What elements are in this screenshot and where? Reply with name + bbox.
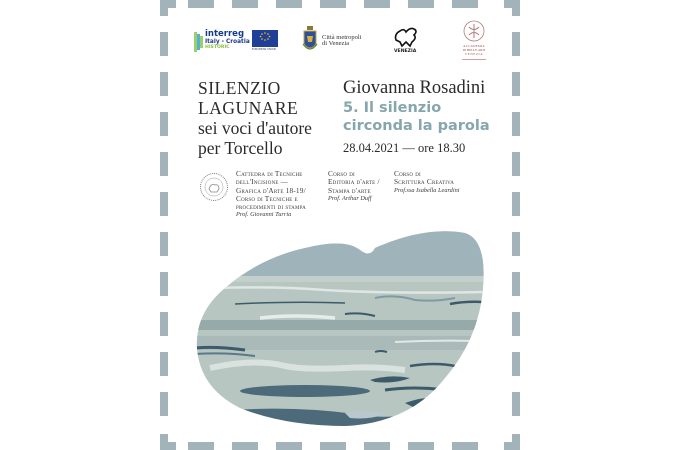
event-poster <box>160 0 520 450</box>
lagoon-illustration <box>195 228 485 428</box>
border-dash <box>364 442 390 450</box>
border-corner <box>160 0 176 8</box>
border-dash <box>512 312 520 336</box>
credit-line: dell'Incisione — <box>236 177 289 187</box>
citta-line2: di Venezia <box>322 40 350 47</box>
credit-line: Stampa d'arte <box>328 185 371 195</box>
border-dash <box>452 442 478 450</box>
border-dash <box>160 192 168 216</box>
event-date: 28.04.2021 — ore 18.30 <box>343 141 466 155</box>
accademia-emblem-icon <box>463 20 485 42</box>
border-dash <box>160 392 168 416</box>
border-dash <box>160 232 168 256</box>
accademia-line3: VENEZIA <box>464 52 484 56</box>
border-dash <box>512 72 520 96</box>
border-dash <box>160 312 168 336</box>
credit-professor: Prof. Arthur Duff <box>328 194 372 202</box>
event-subtitle-line2: circonda la parola <box>343 118 490 134</box>
event-info <box>343 78 490 156</box>
border-corner <box>512 0 520 16</box>
series-title <box>198 78 312 158</box>
credit-block-scrittura <box>394 170 459 195</box>
school-seal-icon <box>200 173 228 201</box>
border-dash <box>188 0 214 8</box>
border-dash <box>188 442 214 450</box>
border-dash <box>408 442 434 450</box>
logo-accademia <box>458 20 490 66</box>
border-dash <box>160 272 168 296</box>
border-dash <box>160 112 168 136</box>
credit-block-editoria <box>328 170 380 203</box>
author-name: Giovanna Rosadini <box>343 78 486 98</box>
credit-line: Grafica d'Arte 18-19/ <box>236 185 306 195</box>
accademia-rule <box>462 59 486 60</box>
border-dash <box>512 232 520 256</box>
border-dash <box>160 352 168 376</box>
border-dash <box>512 392 520 416</box>
border-dash <box>512 152 520 176</box>
series-title-line2: LAGUNARE <box>198 98 299 118</box>
interreg-wave-icon <box>194 32 204 52</box>
border-dash <box>320 0 346 8</box>
credit-professor: Prof.ssa Isabella Leardini <box>394 186 460 194</box>
border-corner <box>512 434 520 450</box>
eu-flag-icon <box>252 30 278 47</box>
interreg-project: HISTORIC <box>205 45 230 50</box>
border-dash <box>160 152 168 176</box>
sponsor-logos <box>160 20 520 75</box>
border-corner <box>160 442 176 450</box>
credit-line: Corso di <box>394 169 421 178</box>
series-title-line1: SILENZIO <box>198 78 281 98</box>
border-dash <box>160 72 168 96</box>
logo-citta-metropolitana <box>302 26 372 56</box>
credit-line: Corso di <box>328 169 355 178</box>
series-title-line4: per Torcello <box>198 138 283 158</box>
interreg-region: Italy - Croatia <box>205 39 250 45</box>
accademia-line1: ACCADEMIA <box>463 44 485 48</box>
credit-line: Cattedra di Tecniche <box>236 169 303 178</box>
accademia-line2: DI BELLE ARTI <box>462 48 486 52</box>
logo-esu-venezia <box>392 26 422 56</box>
border-dash <box>232 0 258 8</box>
border-dash <box>512 112 520 136</box>
border-dash <box>408 0 434 8</box>
border-dash <box>512 192 520 216</box>
citta-line1: Città metropoli <box>322 34 362 41</box>
border-dash <box>276 0 302 8</box>
winged-lion-icon <box>392 26 420 48</box>
border-dash <box>320 442 346 450</box>
event-subtitle-line1: 5. Il silenzio <box>343 100 442 116</box>
interreg-label: interreg <box>205 29 245 39</box>
logo-interreg <box>194 30 278 54</box>
coat-of-arms-icon <box>302 26 318 54</box>
credit-line: Scrittura Creativa <box>394 177 455 187</box>
border-dash <box>512 352 520 376</box>
esu-label: VENEZIA <box>394 49 417 54</box>
border-dash <box>512 272 520 296</box>
credit-professor: Prof. Giovanni Turria <box>236 211 292 219</box>
eu-label: EUROPEAN UNION <box>252 48 276 51</box>
credit-line: Editoria d'arte / <box>328 177 380 187</box>
border-dash <box>232 442 258 450</box>
credit-block-incisione <box>236 170 306 220</box>
series-title-line3: sei voci d'autore <box>198 118 312 138</box>
credit-line: Corso di Tecniche e <box>236 193 298 203</box>
border-dash <box>452 0 478 8</box>
border-dash <box>364 0 390 8</box>
border-dash <box>276 442 302 450</box>
credit-line: procedimenti di stampa <box>236 202 306 212</box>
